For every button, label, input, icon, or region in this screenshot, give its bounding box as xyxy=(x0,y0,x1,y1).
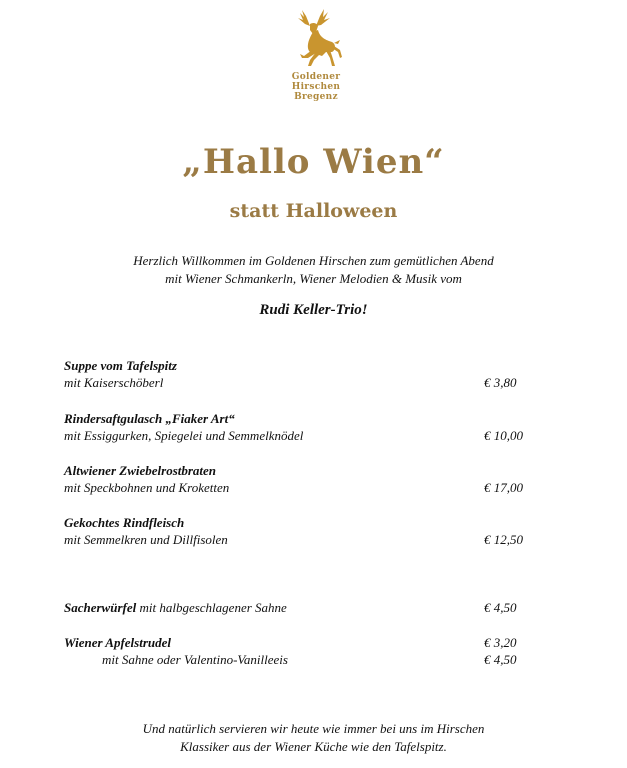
intro-line-1: Herzlich Willkommen im Goldenen Hirschen zum gemütlichen Abend xyxy=(133,253,494,268)
logo-text xyxy=(270,72,362,102)
page-title: „Hallo Wien“ xyxy=(182,142,445,182)
logo-line-2: Bregenz xyxy=(294,92,338,102)
menu-item-rindfleisch xyxy=(64,514,554,548)
page-subtitle: statt Halloween xyxy=(229,200,398,222)
menu-item-gulasch xyxy=(64,410,554,444)
menu-item-name: Gekochtes Rindfleisch xyxy=(64,515,185,530)
menu-item-price: € 4,50 xyxy=(484,600,517,615)
menu-item-suppe xyxy=(64,357,554,391)
menu-item-price: € 3,20 xyxy=(484,635,517,650)
menu-item-price: € 10,00 xyxy=(484,428,523,443)
menu-item-desc: mit Kaiserschöberl xyxy=(64,375,164,390)
band-name: Rudi Keller-Trio! xyxy=(259,302,368,318)
menu-item-name: Wiener Apfelstrudel xyxy=(64,635,172,650)
menu-item-name: Suppe vom Tafelspitz xyxy=(64,358,177,373)
menu-item-desc: mit Speckbohnen und Kroketten xyxy=(64,480,230,495)
menu-item-name: Altwiener Zwiebelrostbraten xyxy=(64,463,217,478)
menu-item-desc: mit halbgeschlagener Sahne xyxy=(136,600,287,615)
menu-item-sacherwuerfel xyxy=(64,599,554,616)
menu-item-price-2: € 4,50 xyxy=(484,652,517,667)
logo-line-1: Goldener Hirschen xyxy=(291,72,341,92)
menu-item-price: € 3,80 xyxy=(484,375,517,390)
logo xyxy=(270,8,362,102)
intro-text xyxy=(0,252,627,288)
menu-item-desc: mit Semmelkren und Dillfisolen xyxy=(64,532,228,547)
menu-item-apfelstrudel xyxy=(64,634,554,668)
closing-line-2: Klassiker aus der Wiener Küche wie den Tafelspitz. xyxy=(180,739,447,754)
menu-item-name: Sacherwürfel xyxy=(64,600,137,615)
menu-item-zwiebelrostbraten xyxy=(64,462,554,496)
closing-line-1: Und natürlich servieren wir heute wie immer bei uns im Hirschen xyxy=(142,721,485,736)
menu-item-desc: mit Sahne oder Valentino-Vanilleeis xyxy=(102,652,288,667)
menu-item-desc: mit Essiggurken, Spiegelei und Semmelknödel xyxy=(64,428,304,443)
menu-item-price: € 17,00 xyxy=(484,480,523,495)
menu-item-price: € 12,50 xyxy=(484,532,523,547)
intro-line-2: mit Wiener Schmankerln, Wiener Melodien & Musik vom xyxy=(165,271,462,286)
menu-item-name: Rindersaftgulasch „Fiaker Art“ xyxy=(64,411,235,426)
stag-icon xyxy=(286,8,346,70)
closing-text xyxy=(0,720,627,756)
